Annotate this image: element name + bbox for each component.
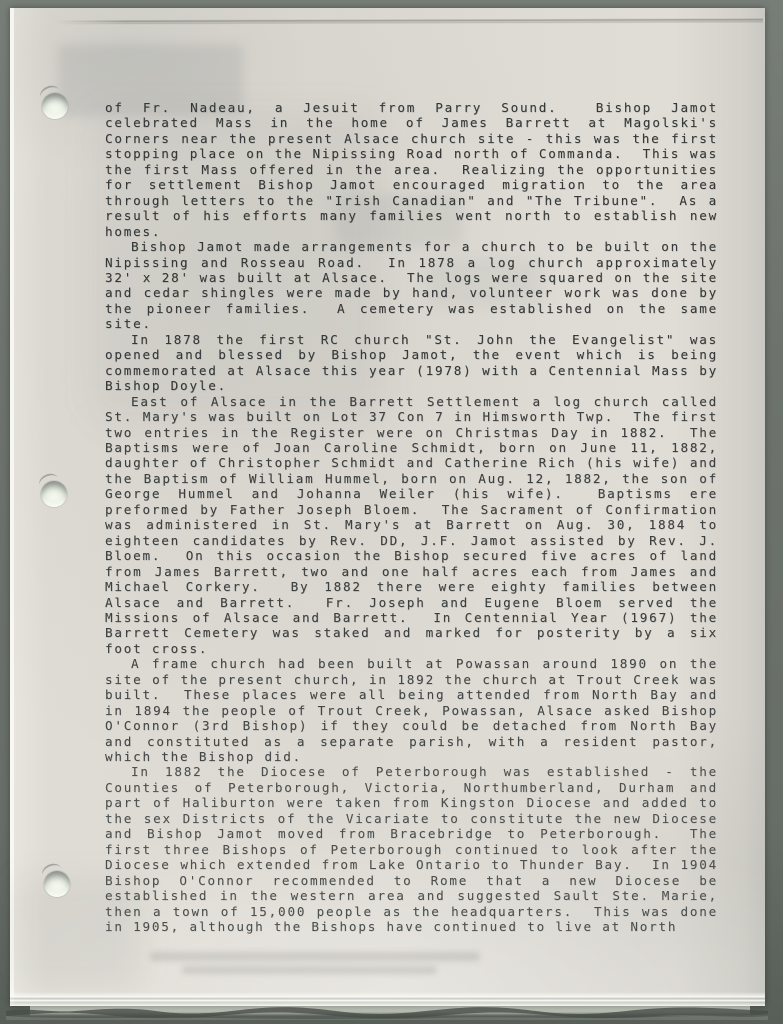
fold-crease-line [55, 18, 763, 25]
ink-bleed-ghost [150, 952, 480, 961]
paper-sheet [10, 8, 765, 1006]
paragraph: A frame church had been built at Powassan around 1890 on the site of the present church, in 1892 the church at Trout Creek was built. These places were all being attended from North Bay and in 1894 the people of Trout Creek, Powassan, Alsace asked Bishop O'Connor (3rd Bishop) if they could be detached from North Bay and constituted as a separate parish, with a resident pastor, which the Bishop did. [105, 656, 728, 765]
ink-bleed-ghost [182, 966, 437, 974]
typed-text-block [105, 100, 728, 935]
paragraph: East of Alsace in the Barrett Settlement a log church called St. Mary's was built on Lot 37 Con 7 in Himsworth Twp. The first two entries in the Register were on Christmas Day in 1882. The Baptisms were of Joan Caroline Schmidt, born on June 11, 1882, daughter of Christopher Schmidt and Catherine Rich (his wife) and the Baptism of William Hummel, born on Aug. 12, 1882, the son of George Hummel and Johanna Weiler (his wife). Baptisms ere preformed by Father Joseph Bloem. The Sacrament of Confirmation was administered in St. Mary's at Barrett on Aug. 30, 1884 to eighteen candidates by Rev. DD, J.F. Jamot assisted by Rev. J. Bloem. On this occasion the Bishop secured five acres of land from James Barrett, two and one half acres each from James and Michael Corkery. By 1882 there were eighty families between Alsace and Barrett. Fr. Joseph and Eugene Bloem served the Missions of Alsace and Barrett. In Centennial Year (1967) the Barrett Cemetery was staked and marked for posterity by a six foot cross. [105, 393, 728, 656]
paragraph: Bishop Jamot made arrangements for a church to be built on the Nipissing and Rosseau Road. In 1878 a log church approximately 32' x 28' was built at Alsace. The logs were squared on the site and cedar shingles were made by hand, volunteer work was done by the pioneer families. A cemetery was established on the same site. [105, 239, 728, 332]
paragraph: In 1882 the Diocese of Peterborough was established - the Counties of Peterborough, Victoria, Northumberland, Durham and part of Haliburton were taken from Kingston Diocese and added to the sex Districts of the Vicariate to constitute the new Diocese and Bishop Jamot moved from Bracebridge to Peterborough. The first three Bishops of Peterborough continued to look after the Diocese which extended from Lake Ontario to Thunder Bay. In 1904 Bishop O'Connor recommended to Rome that a new Diocese be established in the western area and suggested Sault Ste. Marie, then a town of 15,000 people as the headquarters. This was done in 1905, although the Bishops have continued to live at North [105, 764, 728, 935]
paragraph: In 1878 the first RC church "St. John the Evangelist" was opened and blessed by Bishop Jamot, the event which is being commemorated at Alsace this year (1978) with a Centennial Mass by Bishop Doyle. [105, 331, 728, 394]
paragraph: of Fr. Nadeau, a Jesuit from Parry Sound. Bishop Jamot celebrated Mass in the home of James Barrett at Magolski's Corners near the present Alsace church site - this was the first stopping place on the Nipissing Road north of Commanda. This was the first Mass offered in the area. Realizing the opportunities for settlement Bishop Jamot encouraged migration to the area through letters to the "Irish Canadian" and "The Tribune". As a result of his efforts many families went north to establish new homes. [105, 100, 728, 239]
torn-bottom-edge [6, 1000, 768, 1020]
punch-hole-bottom [44, 871, 70, 897]
punch-hole-middle [41, 481, 67, 507]
punch-hole-top [42, 93, 68, 119]
